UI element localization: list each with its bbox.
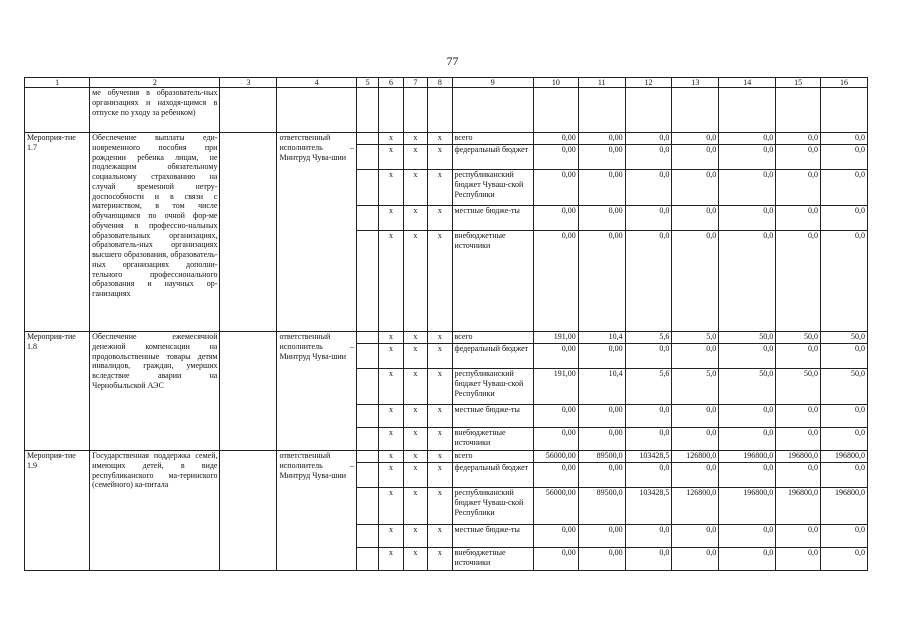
header-cell-11: 11 [578,78,625,88]
source-col-7: x [403,451,427,463]
source-col-5 [356,428,378,451]
funding-value-col-11: 0,00 [578,206,625,231]
activity-description: Обеспечение ежемесячной денежной компенсации на продовольственные товары детям инвалидов, граждан, умерших вследствие аварии на Чернобыльской АЭС [90,332,220,451]
source-col-6: x [379,405,403,428]
source-col-8: x [428,133,452,145]
funding-value-col-14: 0,0 [719,231,776,332]
funding-value-col-16: 0,0 [821,170,868,206]
funding-value-col-10: 191,00 [533,332,578,344]
header-cell-13: 13 [672,78,719,88]
funding-value-col-12: 0,0 [625,548,672,571]
header-row [25,78,868,88]
source-col-6: x [379,428,403,451]
funding-value-col-16: 0,0 [821,231,868,332]
funding-value-col-15: 196800,0 [776,451,821,463]
header-cell-3: 3 [220,78,277,88]
source-col-6: x [379,463,403,488]
funding-value-col-14: 50,0 [719,332,776,344]
source-col-5 [356,344,378,369]
funding-value-col-15: 0,0 [776,405,821,428]
continuation-cell-1 [25,88,90,133]
funding-value-col-14: 0,0 [719,548,776,571]
header-cell-5: 5 [356,78,378,88]
funding-value-col-12: 0,0 [625,405,672,428]
source-col-5 [356,231,378,332]
source-col-5 [356,405,378,428]
source-col-5 [356,525,378,548]
funding-value-col-12: 5,6 [625,332,672,344]
funding-value-col-10: 0,00 [533,133,578,145]
source-col-7: x [403,170,427,206]
funding-value-col-14: 50,0 [719,369,776,405]
funding-source-name: республиканский бюджет Чуваш-ской Республики [452,488,533,525]
continuation-cell-10 [533,88,578,133]
funding-value-col-12: 103428,5 [625,451,672,463]
continuation-cell-14 [719,88,776,133]
funding-source-name: всего [452,451,533,463]
funding-value-col-13: 0,0 [672,344,719,369]
funding-value-col-16: 0,0 [821,405,868,428]
funding-value-col-13: 5,0 [672,332,719,344]
source-col-7: x [403,525,427,548]
source-col-6: x [379,451,403,463]
continuation-cell-15 [776,88,821,133]
funding-value-col-10: 0,00 [533,344,578,369]
funding-value-col-12: 0,0 [625,428,672,451]
source-col-5 [356,451,378,463]
funding-value-col-13: 126800,0 [672,451,719,463]
header-cell-4: 4 [277,78,356,88]
source-col-7: x [403,548,427,571]
funding-value-col-12: 0,0 [625,231,672,332]
funding-value-col-11: 0,00 [578,428,625,451]
funding-source-name: всего [452,332,533,344]
continuation-cell-9 [452,88,533,133]
funding-value-col-16: 0,0 [821,525,868,548]
program-table [24,77,868,571]
activity-row [25,332,868,344]
funding-value-col-10: 0,00 [533,428,578,451]
header-cell-7: 7 [403,78,427,88]
source-col-8: x [428,231,452,332]
funding-source-name: республиканский бюджет Чуваш-ской Республики [452,170,533,206]
funding-value-col-13: 0,0 [672,231,719,332]
activity-executor: ответственный исполнитель – Минтруд Чува-шии [277,451,356,571]
funding-value-col-11: 10,4 [578,332,625,344]
page-number: 77 [446,54,459,68]
funding-value-col-13: 0,0 [672,463,719,488]
funding-source-name: федеральный бюджет [452,344,533,369]
funding-value-col-13: 0,0 [672,428,719,451]
continuation-description: ме обучения в образователь-ных организациях и находя-щимся в отпуске по уходу за ребенком) [90,88,220,133]
funding-value-col-11: 0,00 [578,344,625,369]
funding-value-col-11: 0,00 [578,405,625,428]
header-cell-16: 16 [821,78,868,88]
activity-id: Мероприя-тие 1.9 [25,451,90,571]
funding-value-col-15: 0,0 [776,428,821,451]
source-col-5 [356,548,378,571]
funding-source-name: внебюджетные источники [452,428,533,451]
source-col-8: x [428,405,452,428]
funding-value-col-12: 0,0 [625,170,672,206]
source-col-8: x [428,488,452,525]
funding-value-col-11: 0,00 [578,133,625,145]
continuation-cell-3 [220,88,277,133]
source-col-8: x [428,344,452,369]
table-body [25,78,868,571]
source-col-8: x [428,463,452,488]
source-col-6: x [379,133,403,145]
funding-value-col-16: 0,0 [821,548,868,571]
funding-value-col-11: 10,4 [578,369,625,405]
funding-value-col-14: 0,0 [719,405,776,428]
funding-value-col-10: 56000,00 [533,451,578,463]
funding-value-col-12: 0,0 [625,344,672,369]
source-col-6: x [379,548,403,571]
funding-value-col-13: 0,0 [672,170,719,206]
activity-col-3 [220,332,277,451]
funding-value-col-11: 0,00 [578,525,625,548]
source-col-7: x [403,369,427,405]
activity-col-3 [220,451,277,571]
funding-value-col-13: 0,0 [672,133,719,145]
source-col-6: x [379,170,403,206]
header-cell-8: 8 [428,78,452,88]
funding-source-name: внебюджетные источники [452,231,533,332]
funding-value-col-14: 0,0 [719,206,776,231]
source-col-6: x [379,344,403,369]
funding-value-col-11: 0,00 [578,145,625,170]
funding-value-col-10: 0,00 [533,170,578,206]
header-cell-14: 14 [719,78,776,88]
funding-source-name: местные бюдже-ты [452,525,533,548]
funding-value-col-15: 50,0 [776,369,821,405]
source-col-5 [356,488,378,525]
funding-value-col-12: 0,0 [625,463,672,488]
header-cell-1: 1 [25,78,90,88]
funding-value-col-15: 0,0 [776,145,821,170]
continuation-cell-8 [428,88,452,133]
funding-value-col-13: 126800,0 [672,488,719,525]
continuation-cell-7 [403,88,427,133]
source-col-6: x [379,206,403,231]
continuation-cell-12 [625,88,672,133]
funding-value-col-11: 0,00 [578,231,625,332]
header-cell-10: 10 [533,78,578,88]
continuation-cell-5 [356,88,378,133]
header-cell-6: 6 [379,78,403,88]
funding-value-col-11: 0,00 [578,170,625,206]
funding-value-col-15: 50,0 [776,332,821,344]
source-col-8: x [428,548,452,571]
funding-source-name: республиканский бюджет Чуваш-ской Республики [452,369,533,405]
funding-value-col-16: 0,0 [821,133,868,145]
source-col-5 [356,206,378,231]
funding-value-col-12: 103428,5 [625,488,672,525]
funding-source-name: внебюджетные источники [452,548,533,571]
activity-col-3 [220,133,277,332]
continuation-cell-6 [379,88,403,133]
funding-value-col-15: 0,0 [776,133,821,145]
source-col-6: x [379,145,403,170]
source-col-5 [356,369,378,405]
funding-value-col-13: 5,0 [672,369,719,405]
activity-id: Мероприя-тие 1.8 [25,332,90,451]
funding-source-name: местные бюдже-ты [452,206,533,231]
funding-value-col-16: 0,0 [821,344,868,369]
funding-source-name: федеральный бюджет [452,463,533,488]
funding-value-col-10: 0,00 [533,231,578,332]
funding-value-col-12: 0,0 [625,145,672,170]
funding-value-col-14: 0,0 [719,344,776,369]
source-col-7: x [403,428,427,451]
source-col-8: x [428,170,452,206]
funding-value-col-12: 5,6 [625,369,672,405]
source-col-7: x [403,231,427,332]
funding-source-name: местные бюдже-ты [452,405,533,428]
source-col-8: x [428,206,452,231]
funding-value-col-12: 0,0 [625,206,672,231]
funding-value-col-11: 0,00 [578,548,625,571]
source-col-6: x [379,525,403,548]
header-cell-9: 9 [452,78,533,88]
activity-description: Обеспечение выплаты еди-новременного пособия при рождении ребенка лицам, не подлежащим обязательному социальному страхованию на случай временной нетру-доспособности и в связи с материнством, в том числе обучающимся по очной фор-ме обучения в профессио-нальных образовательных организациях, образователь-ных организациях высшего образования, образователь-ных организациях дополни-тельного профессионального образования и научных ор-ганизациях [90,133,220,332]
source-col-6: x [379,332,403,344]
header-cell-15: 15 [776,78,821,88]
source-col-6: x [379,488,403,525]
header-cell-12: 12 [625,78,672,88]
funding-value-col-15: 0,0 [776,231,821,332]
header-cell-2: 2 [90,78,220,88]
funding-value-col-15: 0,0 [776,463,821,488]
funding-value-col-14: 0,0 [719,145,776,170]
funding-value-col-14: 196800,0 [719,451,776,463]
funding-value-col-14: 0,0 [719,525,776,548]
funding-value-col-14: 0,0 [719,170,776,206]
source-col-5 [356,145,378,170]
source-col-7: x [403,145,427,170]
funding-value-col-11: 89500,0 [578,488,625,525]
activity-executor: ответственный исполнитель – Минтруд Чува-шии [277,133,356,332]
source-col-8: x [428,332,452,344]
funding-value-col-16: 0,0 [821,428,868,451]
source-col-7: x [403,206,427,231]
source-col-7: x [403,133,427,145]
continuation-cell-13 [672,88,719,133]
source-col-7: x [403,344,427,369]
funding-value-col-16: 196800,0 [821,488,868,525]
activity-row [25,451,868,463]
funding-value-col-16: 0,0 [821,463,868,488]
funding-value-col-13: 0,0 [672,145,719,170]
continuation-row [25,88,868,133]
funding-value-col-10: 0,00 [533,206,578,231]
source-col-7: x [403,488,427,525]
funding-value-col-14: 0,0 [719,463,776,488]
funding-value-col-15: 0,0 [776,525,821,548]
source-col-8: x [428,428,452,451]
continuation-cell-4 [277,88,356,133]
source-col-8: x [428,525,452,548]
activity-description: Государственная поддержка семей, имеющих детей, в виде республиканского ма-теринского (семейного) ка-питала [90,451,220,571]
funding-value-col-14: 0,0 [719,133,776,145]
funding-value-col-10: 0,00 [533,463,578,488]
funding-value-col-13: 0,0 [672,525,719,548]
source-col-8: x [428,145,452,170]
source-col-7: x [403,405,427,428]
funding-value-col-16: 0,0 [821,206,868,231]
funding-value-col-11: 0,00 [578,463,625,488]
funding-value-col-10: 0,00 [533,405,578,428]
funding-value-col-12: 0,0 [625,525,672,548]
funding-value-col-16: 50,0 [821,369,868,405]
activity-row [25,133,868,145]
funding-value-col-14: 196800,0 [719,488,776,525]
funding-value-col-15: 0,0 [776,344,821,369]
activity-id: Мероприя-тие 1.7 [25,133,90,332]
source-col-6: x [379,369,403,405]
source-col-5 [356,133,378,145]
funding-value-col-10: 0,00 [533,525,578,548]
funding-value-col-16: 196800,0 [821,451,868,463]
source-col-6: x [379,231,403,332]
source-col-5 [356,463,378,488]
funding-value-col-15: 196800,0 [776,488,821,525]
funding-source-name: всего [452,133,533,145]
funding-value-col-13: 0,0 [672,548,719,571]
funding-value-col-16: 50,0 [821,332,868,344]
source-col-8: x [428,369,452,405]
source-col-7: x [403,332,427,344]
continuation-cell-16 [821,88,868,133]
funding-value-col-15: 0,0 [776,170,821,206]
funding-source-name: федеральный бюджет [452,145,533,170]
funding-value-col-10: 0,00 [533,548,578,571]
source-col-8: x [428,451,452,463]
funding-value-col-12: 0,0 [625,133,672,145]
funding-value-col-11: 89500,0 [578,451,625,463]
activity-executor: ответственный исполнитель – Минтруд Чува-шии [277,332,356,451]
funding-value-col-10: 0,00 [533,145,578,170]
funding-value-col-10: 191,00 [533,369,578,405]
source-col-7: x [403,463,427,488]
funding-value-col-13: 0,0 [672,405,719,428]
funding-value-col-15: 0,0 [776,548,821,571]
source-col-5 [356,170,378,206]
funding-value-col-15: 0,0 [776,206,821,231]
funding-value-col-14: 0,0 [719,428,776,451]
funding-value-col-13: 0,0 [672,206,719,231]
continuation-cell-11 [578,88,625,133]
funding-value-col-10: 56000,00 [533,488,578,525]
source-col-5 [356,332,378,344]
funding-value-col-16: 0,0 [821,145,868,170]
